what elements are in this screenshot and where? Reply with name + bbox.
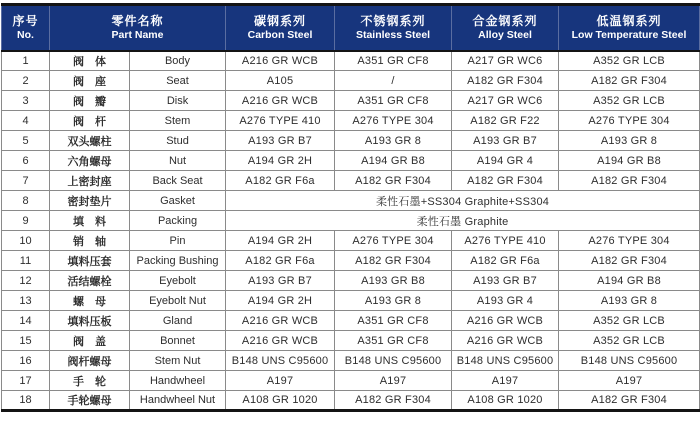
material-cell: A194 GR 4	[452, 151, 559, 171]
column-header-low-temperature-steel-en: Low Temperature Steel	[571, 28, 687, 41]
material-cell: A217 GR WC6	[452, 91, 559, 111]
material-cell: A352 GR LCB	[559, 311, 700, 331]
table-row	[2, 311, 700, 331]
material-cell: B148 UNS C95600	[452, 351, 559, 371]
part-name-en-cell: Handwheel	[130, 371, 226, 391]
material-cell: A276 TYPE 410	[452, 231, 559, 251]
material-cell: A105	[226, 71, 335, 91]
material-cell: A193 GR B8	[335, 271, 452, 291]
table-row	[2, 271, 700, 291]
material-cell: A197	[335, 371, 452, 391]
part-name-cn-cell: 阀 座	[50, 71, 130, 91]
part-name-cn-cell: 活结螺栓	[50, 271, 130, 291]
part-no-cell: 7	[2, 171, 50, 191]
part-no-cell: 8	[2, 191, 50, 211]
part-no-cell: 15	[2, 331, 50, 351]
part-no-cell: 5	[2, 131, 50, 151]
material-cell: A216 GR WCB	[226, 91, 335, 111]
part-name-cn-cell: 填料压套	[50, 251, 130, 271]
part-no-cell: 11	[2, 251, 50, 271]
part-name-en-cell: Pin	[130, 231, 226, 251]
material-cell: A216 GR WCB	[226, 51, 335, 71]
table-row	[2, 91, 700, 111]
part-name-en-cell: Gland	[130, 311, 226, 331]
part-name-en-cell: Eyebolt Nut	[130, 291, 226, 311]
material-cell: A351 GR CF8	[335, 91, 452, 111]
part-name-en-cell: Eyebolt	[130, 271, 226, 291]
material-cell: A193 GR B7	[452, 271, 559, 291]
part-no-cell: 12	[2, 271, 50, 291]
part-no-cell: 18	[2, 391, 50, 411]
column-header-no-en: No.	[17, 28, 34, 41]
table-header	[2, 5, 700, 51]
table-row	[2, 331, 700, 351]
part-no-cell: 6	[2, 151, 50, 171]
material-cell: A193 GR B7	[226, 271, 335, 291]
material-cell: A216 GR WCB	[452, 331, 559, 351]
material-merged-cell: 柔性石墨+SS304 Graphite+SS304	[226, 191, 700, 211]
material-cell: A194 GR 2H	[226, 291, 335, 311]
materials-table	[1, 3, 700, 412]
part-name-cn-cell: 密封垫片	[50, 191, 130, 211]
part-no-cell: 14	[2, 311, 50, 331]
material-merged-cell: 柔性石墨 Graphite	[226, 211, 700, 231]
part-name-en-cell: Stem Nut	[130, 351, 226, 371]
part-name-en-cell: Bonnet	[130, 331, 226, 351]
table-row	[2, 111, 700, 131]
part-no-cell: 1	[2, 51, 50, 71]
table-row	[2, 151, 700, 171]
part-name-en-cell: Handwheel Nut	[130, 391, 226, 411]
material-cell: A216 GR WCB	[452, 311, 559, 331]
material-cell: A276 TYPE 304	[559, 111, 700, 131]
material-cell: A194 GR B8	[335, 151, 452, 171]
material-cell: A193 GR 8	[559, 131, 700, 151]
material-cell: A197	[559, 371, 700, 391]
table-row	[2, 351, 700, 371]
table-row	[2, 371, 700, 391]
part-no-cell: 13	[2, 291, 50, 311]
material-cell: A182 GR F304	[559, 71, 700, 91]
part-no-cell: 4	[2, 111, 50, 131]
material-cell: A194 GR 2H	[226, 151, 335, 171]
material-cell: A352 GR LCB	[559, 91, 700, 111]
material-cell: A182 GR F304	[559, 251, 700, 271]
part-name-en-cell: Packing	[130, 211, 226, 231]
part-name-cn-cell: 阀 盖	[50, 331, 130, 351]
material-cell: A182 GR F304	[335, 171, 452, 191]
material-cell: A182 GR F304	[452, 71, 559, 91]
material-cell: A351 GR CF8	[335, 311, 452, 331]
material-cell: A182 GR F6a	[226, 171, 335, 191]
material-cell: A217 GR WC6	[452, 51, 559, 71]
part-name-en-cell: Gasket	[130, 191, 226, 211]
part-name-en-cell: Back Seat	[130, 171, 226, 191]
part-name-cn-cell: 手 轮	[50, 371, 130, 391]
material-cell: A193 GR B7	[452, 131, 559, 151]
table-row	[2, 231, 700, 251]
part-name-cn-cell: 填 料	[50, 211, 130, 231]
material-cell: A193 GR 8	[335, 291, 452, 311]
part-name-en-cell: Seat	[130, 71, 226, 91]
column-header-alloy-steel-cn: 合金钢系列	[472, 13, 538, 28]
column-header-low-temperature-steel-cn: 低温钢系列	[596, 13, 662, 28]
material-cell: A197	[452, 371, 559, 391]
material-cell: A108 GR 1020	[452, 391, 559, 411]
column-header-no-cn: 序号	[12, 13, 39, 28]
material-cell: A193 GR B7	[226, 131, 335, 151]
part-no-cell: 10	[2, 231, 50, 251]
part-no-cell: 2	[2, 71, 50, 91]
table-row	[2, 251, 700, 271]
part-name-cn-cell: 阀杆螺母	[50, 351, 130, 371]
material-cell: A182 GR F304	[559, 171, 700, 191]
material-cell: A193 GR 4	[452, 291, 559, 311]
part-name-cn-cell: 阀 瓣	[50, 91, 130, 111]
part-name-en-cell: Nut	[130, 151, 226, 171]
part-name-cn-cell: 阀 体	[50, 51, 130, 71]
table-row	[2, 171, 700, 191]
column-header-stainless-steel-cn: 不锈钢系列	[360, 13, 426, 28]
material-cell: B148 UNS C95600	[335, 351, 452, 371]
material-cell: A197	[226, 371, 335, 391]
table-row	[2, 131, 700, 151]
material-cell: A194 GR B8	[559, 151, 700, 171]
material-cell: A193 GR 8	[559, 291, 700, 311]
material-cell: /	[335, 71, 452, 91]
material-cell: A182 GR F304	[559, 391, 700, 411]
part-name-en-cell: Stem	[130, 111, 226, 131]
column-header-part-name	[50, 5, 226, 51]
material-cell: A182 GR F304	[335, 251, 452, 271]
material-cell: A351 GR CF8	[335, 331, 452, 351]
material-cell: A276 TYPE 410	[226, 111, 335, 131]
material-cell: A182 GR F6a	[452, 251, 559, 271]
material-cell: A182 GR F6a	[226, 251, 335, 271]
material-cell: A351 GR CF8	[335, 51, 452, 71]
part-no-cell: 17	[2, 371, 50, 391]
material-cell: A194 GR B8	[559, 271, 700, 291]
material-cell: A182 GR F304	[335, 391, 452, 411]
column-header-no	[2, 5, 50, 51]
column-header-alloy-steel	[452, 5, 559, 51]
part-name-cn-cell: 销 轴	[50, 231, 130, 251]
part-name-cn-cell: 螺 母	[50, 291, 130, 311]
part-no-cell: 9	[2, 211, 50, 231]
column-header-low-temperature-steel	[559, 5, 700, 51]
part-name-cn-cell: 上密封座	[50, 171, 130, 191]
part-name-en-cell: Body	[130, 51, 226, 71]
material-cell: A193 GR 8	[335, 131, 452, 151]
table-row	[2, 291, 700, 311]
table-row	[2, 191, 700, 211]
material-cell: A352 GR LCB	[559, 331, 700, 351]
material-cell: A182 GR F22	[452, 111, 559, 131]
material-cell: B148 UNS C95600	[559, 351, 700, 371]
part-no-cell: 3	[2, 91, 50, 111]
material-cell: A182 GR F304	[452, 171, 559, 191]
material-cell: B148 UNS C95600	[226, 351, 335, 371]
part-name-cn-cell: 阀 杆	[50, 111, 130, 131]
part-name-cn-cell: 填料压板	[50, 311, 130, 331]
table-row	[2, 71, 700, 91]
material-cell: A216 GR WCB	[226, 331, 335, 351]
part-no-cell: 16	[2, 351, 50, 371]
part-name-en-cell: Disk	[130, 91, 226, 111]
column-header-alloy-steel-en: Alloy Steel	[478, 28, 532, 41]
part-name-en-cell: Packing Bushing	[130, 251, 226, 271]
column-header-carbon-steel-en: Carbon Steel	[247, 28, 313, 41]
header-row	[2, 5, 700, 51]
material-cell: A194 GR 2H	[226, 231, 335, 251]
table-row	[2, 391, 700, 411]
part-name-en-cell: Stud	[130, 131, 226, 151]
material-cell: A352 GR LCB	[559, 51, 700, 71]
material-cell: A276 TYPE 304	[335, 111, 452, 131]
part-name-cn-cell: 双头螺柱	[50, 131, 130, 151]
column-header-part-name-en: Part Name	[111, 28, 164, 41]
table-row	[2, 211, 700, 231]
column-header-part-name-cn: 零件名称	[111, 13, 164, 28]
part-name-cn-cell: 手轮螺母	[50, 391, 130, 411]
part-name-cn-cell: 六角螺母	[50, 151, 130, 171]
table-row	[2, 51, 700, 71]
column-header-stainless-steel	[335, 5, 452, 51]
column-header-carbon-steel-cn: 碳钢系列	[254, 13, 307, 28]
table-body	[2, 51, 700, 411]
column-header-stainless-steel-en: Stainless Steel	[355, 28, 431, 41]
column-header-carbon-steel	[226, 5, 335, 51]
material-cell: A216 GR WCB	[226, 311, 335, 331]
material-cell: A276 TYPE 304	[335, 231, 452, 251]
material-cell: A108 GR 1020	[226, 391, 335, 411]
material-cell: A276 TYPE 304	[559, 231, 700, 251]
